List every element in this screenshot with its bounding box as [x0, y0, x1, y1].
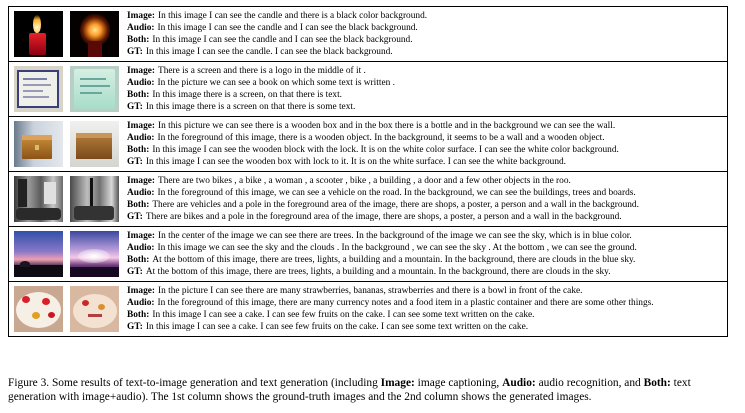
gt-caption-line: GT: At the bottom of this image, there are trees, lights, a building and a mountain. In the background, there are clouds in the sky. [127, 267, 611, 278]
audio-caption-line: Audio: In this image I can see the candle and I can see the black background. [127, 22, 418, 33]
both-caption-line: Both: At the bottom of this image, there are trees, lights, a building and a mountain. In the background, there are clouds in the blue sky. [127, 255, 636, 265]
result-row [9, 117, 727, 172]
gt-sky-image [14, 231, 63, 277]
both-caption-line: Both: There are vehicles and a pole in the foreground area of the image, there are shops, a poster, a person and a wall in the background. [127, 200, 639, 210]
result-row [9, 62, 727, 117]
figure-caption [8, 376, 738, 404]
image-caption-line: Image: In this picture we can see there is a wooden box and in the box there is a bottle and in the background we can see the wall. [127, 120, 616, 131]
audio-caption-line: Audio: In the picture we can see a book on which some text is written . [127, 77, 395, 88]
caption-image-label: Image: [380, 377, 415, 389]
caption-group [127, 175, 727, 224]
result-row [9, 172, 727, 227]
result-row [9, 7, 727, 62]
gt-caption-line: GT: In this image I can see the wooden box with lock to it. It is on the white surface. I can see the white background. [127, 157, 567, 168]
gt-cake-image [14, 286, 63, 332]
generated-wooden-box-image [70, 121, 119, 167]
audio-caption-line: Audio: In this image we can see the sky and the clouds . In the background , we can see the sky . At the bottom , we can see the ground. [127, 242, 637, 253]
caption-group [127, 10, 727, 59]
gt-wooden-box-image [14, 121, 63, 167]
audio-caption-line: Audio: In the foreground of this image, we can see a vehicle on the road. In the background, we can see the buildings, trees and boards. [127, 187, 636, 198]
gt-candle-image [14, 11, 63, 57]
generated-screen-image [70, 66, 119, 112]
gt-screen-image [14, 66, 63, 112]
audio-caption-line: Audio: In the foreground of this image, there is a wooden object. In the background, it seems to be a wall and a wooden object. [127, 132, 605, 143]
audio-caption-line: Audio: In the foreground of this image, there are many currency notes and a food item in a plastic container and there are some other things. [127, 297, 654, 308]
caption-audio-desc: audio recognition, and [538, 377, 641, 389]
gt-caption-line: GT: In this image I can see a cake. I can see few fruits on the cake. I can see some text written on the cake. [127, 322, 529, 333]
both-caption-line: Both: In this image there is a screen, on that there is text. [127, 90, 342, 100]
image-caption-line: Image: In the center of the image we can see there are trees. In the background of the image we can see the sky, which is in blue color. [127, 230, 632, 241]
gt-caption-line: GT: In this image I can see the candle. I can see the black background. [127, 47, 393, 58]
caption-group [127, 65, 727, 114]
image-caption-line: Image: There is a screen and there is a logo in the middle of it . [127, 65, 366, 76]
caption-both-desc: text generation with image+audio). The 1st column shows the ground-truth images and the 2nd column shows the generated images. [8, 377, 691, 403]
caption-prefix: Figure 3. Some results of text-to-image generation and text generation (including [8, 377, 378, 389]
caption-image-desc: image captioning, [417, 377, 500, 389]
results-figure [8, 6, 728, 337]
generated-sky-image [70, 231, 119, 277]
generated-candle-image [70, 11, 119, 57]
caption-group [127, 285, 727, 334]
image-caption-line: Image: In this image I can see the candle and there is a black color background. [127, 10, 428, 21]
both-caption-line: Both: In this image I can see the wooden block with the lock. It is on the white color surface. I can see the white color background. [127, 145, 619, 155]
image-caption-line: Image: There are two bikes , a bike , a woman , a scooter , bike , a building , a door and a few other objects in the roo. [127, 175, 571, 186]
result-row [9, 282, 727, 336]
caption-group [127, 120, 727, 169]
result-row [9, 227, 727, 282]
gt-street-image [14, 176, 63, 222]
image-caption-line: Image: In the picture I can see there are many strawberries, bananas, strawberries and there is a bowl in front of the cake. [127, 285, 583, 296]
gt-caption-line: GT: There are bikes and a pole in the foreground area of the image, there are shops, a poster, a person and a wall in the background. [127, 212, 622, 223]
caption-both-label: Both: [643, 377, 671, 389]
generated-street-image [70, 176, 119, 222]
generated-cake-image [70, 286, 119, 332]
both-caption-line: Both: In this image I can see the candle and I can see the black background. [127, 35, 413, 45]
caption-audio-label: Audio: [502, 377, 536, 389]
gt-caption-line: GT: In this image there is a screen on that there is some text. [127, 102, 356, 113]
caption-group [127, 230, 727, 279]
both-caption-line: Both: In this image I can see a cake. I can see few fruits on the cake. I can see some text written on the cake. [127, 310, 535, 320]
